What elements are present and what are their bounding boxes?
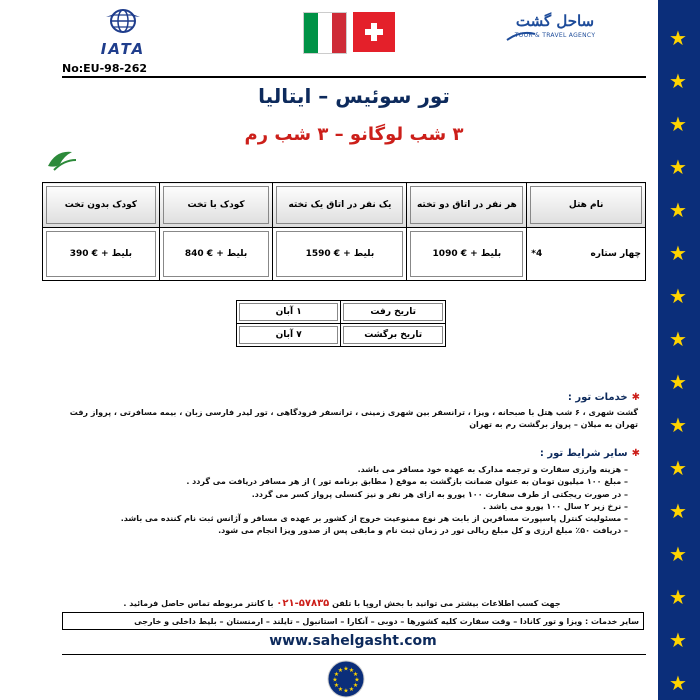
eu-flag-icon [327, 660, 365, 698]
return-label: تاریخ برگشت [341, 324, 446, 347]
star-icon: ★ [669, 370, 687, 394]
list-item: – مبلغ ۱۰۰ میلیون تومان به عنوان ضمانت بازگشت به موقع ( مطابق برنامه تور ) از هر مسافر دریافت می گردد . [186, 477, 628, 487]
star-icon: ★ [332, 676, 338, 684]
star-icon: ★ [669, 413, 687, 437]
header-child-bed: کودک با تخت [159, 183, 273, 228]
price-table [42, 182, 646, 281]
cell-single: 1590 € + بلیط [273, 228, 407, 281]
page-subtitle: ۳ شب لوگانو – ۳ شب رم [244, 124, 464, 145]
star-icon: ★ [669, 585, 687, 609]
switzerland-flag-icon [353, 12, 395, 52]
star-icon: ★ [669, 198, 687, 222]
contact-line: جهت کسب اطلاعات بیشتر می توانید با بخش اروپا با تلفن ۵۷۸۳۵-۰۲۱ با کانتر مربوطه تماس حاصل فرمائید . [123, 598, 561, 609]
website-link[interactable]: www.sahelgasht.com [269, 633, 437, 649]
star-icon: ★ [669, 284, 687, 308]
return-value: ۷ آبان [237, 324, 341, 347]
header-double: هر نفر در اتاق دو تخته [407, 183, 527, 228]
other-services: سایر خدمات : ویزا و تور کانادا – وقت سفارت کلیه کشورها – دوبی – آنکارا – استانبول – تایلند – ارمنستان – بلیط داخلی و خارجی [62, 612, 644, 630]
services-heading: ✱خدمات تور : [567, 392, 640, 403]
services-body: گشت شهری ، ۶ شب هتل با صبحانه ، ویزا ، ترانسفر بین شهری زمینی ، ترانسفر فرودگاهی ، تور لیدر فارسی زبان ، بیمه مسافرتی ، پرواز رفت تهران به میلان – پرواز برگشت رم به تهران [69, 408, 638, 429]
star-icon: ★ [352, 671, 359, 678]
globe-icon [106, 8, 140, 34]
hotel-stars: 4* [531, 249, 543, 259]
asterisk-icon: ✱ [631, 392, 640, 403]
swoosh-icon [506, 30, 536, 42]
conditions-list [68, 464, 628, 538]
star-icon: ★ [669, 69, 687, 93]
cell-double: 1090 € + بلیط [407, 228, 527, 281]
star-icon: ★ [669, 327, 687, 351]
star-icon: ★ [669, 499, 687, 523]
table-row [237, 324, 446, 347]
depart-label: تاریخ رفت [341, 301, 446, 324]
header-single: یک نفر در اتاق یک تخته [273, 183, 407, 228]
star-icon: ★ [354, 676, 360, 684]
list-item: – هزینه وارزی سفارت و ترجمه مدارک به عهده خود مسافر می باشد. [357, 465, 628, 474]
star-icon: ★ [333, 671, 340, 678]
list-item: – دریافت ۵۰٪ مبلغ ارزی و کل مبلغ ریالی تور در زمان ثبت نام و مابقی پس از صدور ویزا انجام می شود. [218, 526, 628, 536]
agency-subtitle: TOUR & TRAVEL AGENCY [514, 32, 596, 39]
star-icon: ★ [669, 26, 687, 50]
page-title: تور سوئیس – ایتالیا [258, 84, 450, 108]
star-icon: ★ [669, 155, 687, 179]
agency-logo [500, 12, 610, 58]
star-icon: ★ [333, 682, 340, 689]
cell-child-nobed: 390 € + بلیط [43, 228, 160, 281]
phone-number: ۵۷۸۳۵-۰۲۱ [276, 598, 330, 609]
divider [62, 654, 646, 655]
header-child-nobed: کودک بدون تخت [43, 183, 160, 228]
table-header-row [43, 183, 646, 228]
star-icon: ★ [337, 666, 344, 674]
cell-hotel [527, 228, 646, 281]
star-icon: ★ [669, 241, 687, 265]
list-item: – در صورت ریجکتی از طرف سفارت ۱۰۰ یورو به ازای هر نفر و نیز کنسلی پرواز کسر می گردد. [251, 489, 628, 499]
star-icon: ★ [343, 665, 349, 673]
tour-code: No:EU-98-262 [62, 62, 148, 75]
leaf-logo-icon [42, 146, 82, 176]
asterisk-icon: ✱ [631, 448, 640, 459]
dates-table [236, 300, 446, 347]
iata-logo [78, 8, 168, 58]
header-hotel: نام هتل [527, 183, 646, 228]
italy-flag-icon [303, 12, 347, 54]
star-icon: ★ [669, 112, 687, 136]
star-icon: ★ [343, 687, 349, 695]
list-item: – مسئولیت کنترل پاسپورت مسافرین از بابت هر نوع ممنوعیت خروج از کشور بر عهده ی مسافر و آژانس ثبت نام کننده می باشد. [120, 514, 628, 524]
divider [62, 76, 646, 78]
star-icon: ★ [669, 542, 687, 566]
star-icon: ★ [669, 456, 687, 480]
star-icon: ★ [352, 682, 359, 689]
agency-name: ساحل گشت [515, 12, 595, 30]
star-icon: ★ [669, 671, 687, 695]
conditions-heading: ✱سایر شرایط تور : [539, 448, 640, 459]
star-icon: ★ [669, 628, 687, 652]
star-icon: ★ [337, 686, 344, 694]
iata-text: IATA [100, 40, 146, 58]
star-icon: ★ [348, 686, 355, 694]
eu-stars-stripe [658, 0, 700, 700]
table-row [237, 301, 446, 324]
depart-value: ۱ آبان [237, 301, 341, 324]
hotel-name: چهار ستاره [590, 249, 641, 259]
star-icon: ★ [348, 666, 355, 674]
table-row [43, 228, 646, 281]
cell-child-bed: 840 € + بلیط [159, 228, 273, 281]
list-item: – نرخ زیر ۲ سال ۱۰۰ یورو می باشد . [483, 501, 628, 511]
